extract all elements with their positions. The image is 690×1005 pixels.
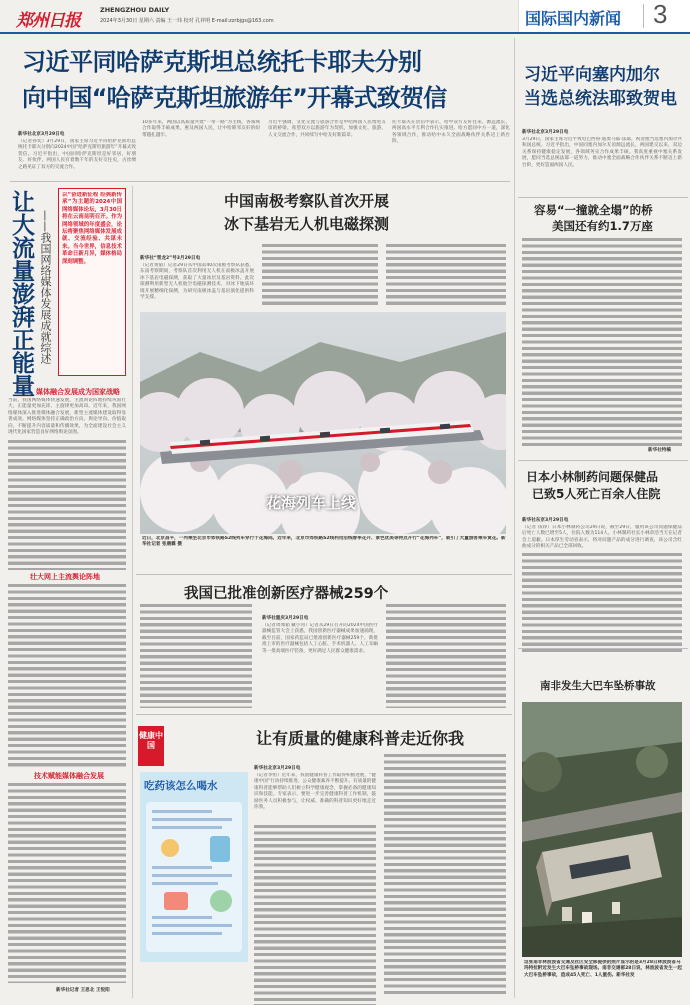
bus-photo — [522, 702, 682, 957]
medical-text: （记者周闻韬 戴小河）记者从29日召开的2024中国医疗器械监管大会上获悉，我国创新医疗器械成果加速涌现，截至目前，国家药监局已批准创新医疗器械259个，新批准上市的医疗器械包括人工心脏、手术机器人、人工耳蜗等一批高端医疗装备，更好满足人民群众健康需求。 — [262, 623, 378, 654]
health-poster-title: 吃药该怎么喝水 — [144, 780, 218, 792]
network-media-text: 当前，我国网络媒体快速发展，主流舆论阵地持续巩固壮大，正能量更加充沛、主旋律更加高昂。近年来，我国网络媒体深入推进媒体融合发展，新型主流媒体建设取得显著成效。网络媒体坚持正确政治方向、舆论导向、价值取向，不断提升内容质量和传播效果，为全面建设社会主义现代化国家营造良好网络舆论氛围。 — [8, 398, 126, 436]
network-media-story — [6, 184, 128, 1000]
antarctic-text-col-2 — [262, 244, 378, 308]
network-media-subtitle: ——我国网络媒体发展成就综述 — [39, 210, 52, 364]
network-media-head-1: 媒体融合发展成为国家战略 — [36, 388, 120, 396]
health-poster-illustration — [140, 796, 248, 962]
lead-text-col-1: （记者孙奕）3月29日，国家主席习近平同哈萨克斯坦总统托卡耶夫分别向2024中国“哈萨克斯坦旅游年”开幕式致贺信。习近平指出，中国同哈萨克斯坦是好邻居、好朋友、好伙伴。两国人民有着数千年的友好交往史，古丝绸之路见证了双方的交流合作。 — [18, 139, 136, 170]
health-text: （记者李恒）近年来，我国健康科普工作取得积极进展，“健康中国”行动持续推进，公众健康素养不断提升。有质量的健康科普能够帮助人们树立科学健康观念，掌握必备的健康知识和技能。专家表示，要进一步完善健康科普工作机制，鼓励医务人员积极参与，让权威、准确的科普知识更好地走近你我。 — [254, 773, 376, 811]
health-title: 让有质量的健康科普走近你我 — [256, 729, 465, 748]
japan-text-continued — [522, 553, 682, 653]
health-label-text: 健康中国 — [139, 731, 163, 750]
network-media-head-3: 技术赋能媒体融合发展 — [34, 772, 104, 780]
bridge-title-2: 美国还有约1.7万座 — [552, 219, 653, 233]
bus-title: 南非发生大巴车坠桥事故 — [540, 680, 656, 692]
network-media-dateline: 新华社记者 王思北 王悦阳 — [56, 988, 110, 993]
photo-title: 花海列车上线 — [266, 494, 357, 512]
bridge-story — [520, 200, 684, 456]
medical-dateline: 新华社重庆3月29日电 — [262, 616, 309, 621]
antarctic-story — [138, 186, 510, 570]
senegal-title-1: 习近平向塞内加尔 — [524, 65, 660, 85]
health-dateline: 新华社北京3月29日电 — [254, 766, 301, 771]
medical-title: 我国已批准创新医疗器械259个 — [184, 586, 389, 602]
lead-title-line-2: 向中国“哈萨克斯坦旅游年”开幕式致贺信 — [22, 84, 447, 112]
bridge-text — [522, 238, 682, 446]
lead-dateline: 新华社北京3月29日电 — [18, 132, 65, 137]
health-story — [138, 718, 510, 1000]
antarctic-text: （记者黄韬）记者29日从中国第40次南极考察队获悉，东南考察期间，考察队首次利用无人机在南极冰盖开展冰下基岩电磁探测，获取了大量冰层及基岩资料。此次探测利用新型无人机航空电磁探测技术，对冰下地质环境开展精细化探测，为研究南极冰盖与基岩演化提供科学支撑。 — [140, 263, 254, 301]
japan-dateline: 新华社东京3月29日电 — [522, 518, 569, 523]
health-label — [138, 726, 164, 766]
section-banner — [518, 0, 690, 32]
masthead — [0, 0, 690, 34]
lead-text-col-4: 托卡耶夫在贺信中表示，哈中双方友好往来、源远流长，两国高水平互利合作扎实推进。哈方愿同中方一道，深化各领域合作，推动哈中永久全面战略伙伴关系迈上新台阶。 — [392, 120, 510, 145]
lead-story — [6, 38, 512, 178]
senegal-title-2: 当选总统法耶致贺电 — [524, 89, 677, 109]
medical-text-col-3 — [386, 604, 506, 708]
network-media-text-block-3 — [8, 783, 126, 983]
health-text-continued — [254, 825, 376, 1005]
network-media-text-block-1 — [8, 440, 126, 570]
senegal-text: 3月29日，国家主席习近平致电巴西鲁·迪奥马耶·法耶，祝贺他当选塞内加尔共和国总统。习近平指出，中国同塞内加尔友谊源远流长，两国建交以来，双边关系保持健康稳定发展，各领域务实合作成果丰硕。我高度重视中塞关系发展，愿同当选总统法耶一道努力，推动中塞全面战略合作伙伴关系不断迈上新台阶，更好造福两国人民。 — [522, 137, 682, 168]
network-media-intro: 以“奋进新征程 经典新传承”为主题的2024中国网络媒体论坛，3月30日将在云南昆明召开。作为网络领域的年度盛会，论坛将聚焦网络媒体发展成就、交流经验、共谋未来。当今世界，信息技术革命日新月异，媒体格局深刻调整。 — [62, 192, 122, 265]
page-number: 3 — [653, 0, 668, 29]
section-title: 国际国内新闻 — [525, 9, 622, 28]
lead-text-col-3: 习近平强调，文化交流与旅游合作是中哈两国人民增进友谊的桥梁。希望双方以旅游年为契机，加强文化、旅游、人文交流合作，共同续写中哈友好新篇章。 — [268, 120, 386, 138]
lead-text-col-2: 10多年来，两国以高质量共建“一带一路”为主线，各领域合作取得丰硕成果，惠及两国人民，让中哈睦邻友好的纽带越扎越牢。 — [142, 120, 260, 138]
medical-story — [138, 578, 510, 712]
masthead-logo: 郑州日报 — [16, 11, 80, 31]
bridge-title-1: 容易“一撞就全塌”的桥 — [534, 203, 653, 217]
japan-story — [520, 464, 684, 644]
antarctic-title-1: 中国南极考察队首次开展 — [224, 192, 390, 210]
japan-text: （记者 钱铮）日本小林制药公司29日说，截至29日，服用该公司问题保健品后死亡人数已增至5人，住院人数为114人。小林制药社长小林章浩当天在记者会上道歉。日本厚生劳动省表示，将对问题产品的成分进行调查，该公司含红曲成分的相关产品已全部回收。 — [522, 525, 682, 550]
bus-caption: 这张南非林波波省交通及社区安全部提供的照片显示的是3月28日林波波省马玛特拉附近发生大巴车坠桥事故现场。南非交通部28日说，林波波省发生一起大巴车坠桥事故，造成45人死亡、1人重伤。新华社发 — [524, 960, 682, 978]
network-media-intro-box — [58, 188, 126, 376]
flower-train-photo — [140, 312, 506, 534]
antarctic-text-col-3 — [386, 244, 506, 308]
antarctic-title-2: 冰下基岩无人机电磁探测 — [224, 215, 390, 233]
antarctic-dateline: 新华社“雪龙2”号3月29日电 — [140, 256, 201, 261]
network-media-head-2: 壮大网上主流舆论阵地 — [30, 573, 100, 581]
bus-story — [520, 652, 684, 1002]
photo-caption: 近日，北京昌平，一列乘坐北京市郊铁路S2线列车穿行于花海间。近年来，北京市郊铁路S2线利用沿线春季花开、景色优美等特点开行“花海列车”，吸引了大量游客乘车赏花。新华社记者 张晨霖 摄 — [142, 536, 506, 548]
masthead-info: 2024年3月30日 星期六 责编 王一玮 校对 孔祥明 E-mail:zzrbjgs@163.com — [100, 18, 274, 24]
health-text-col-3 — [384, 754, 506, 994]
lead-title-line-1: 习近平同哈萨克斯坦总统托卡耶夫分别 — [22, 48, 422, 76]
network-media-text-block-2 — [8, 584, 126, 769]
japan-title-1: 日本小林制药问题保健品 — [526, 470, 659, 484]
masthead-english: ZHENGZHOU DAILY — [100, 6, 170, 14]
japan-title-2: 已致5人死亡百余人住院 — [532, 487, 661, 501]
health-poster — [140, 772, 248, 962]
bus-crash-image — [522, 702, 682, 957]
bridge-dateline: 新华社特稿 — [648, 448, 671, 453]
senegal-dateline: 新华社北京3月29日电 — [522, 130, 569, 135]
senegal-story — [520, 60, 684, 195]
medical-text-col-1 — [140, 604, 252, 708]
network-media-title: 让大流量澎湃正能量 — [8, 190, 34, 397]
